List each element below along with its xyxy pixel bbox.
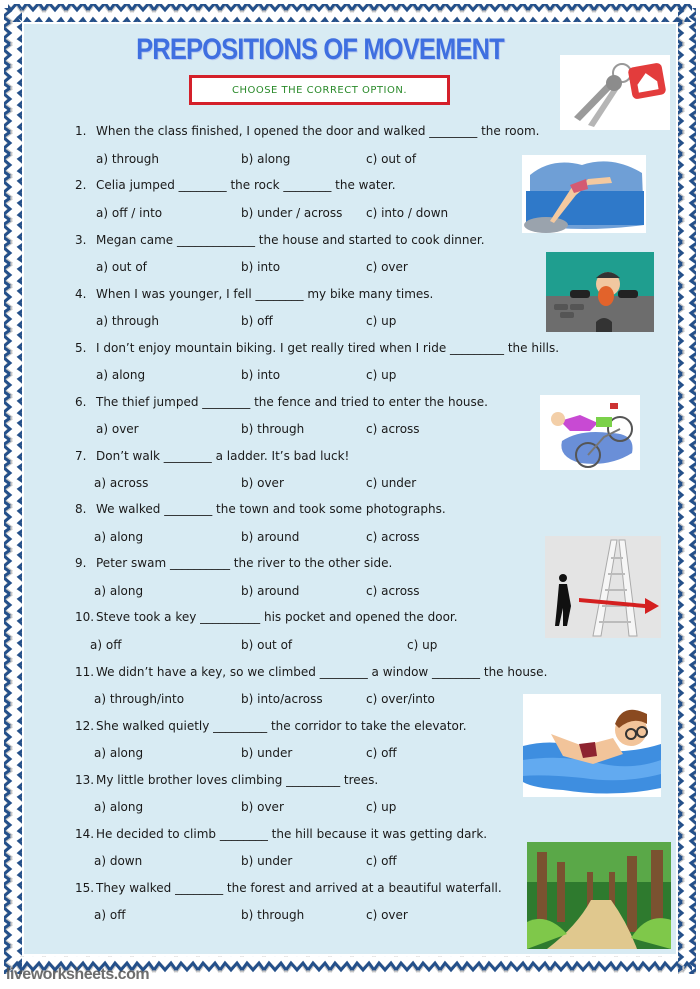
keys-illustration — [560, 55, 670, 130]
question-number: 15. — [75, 881, 95, 895]
question-number: 7. — [75, 449, 87, 463]
question-text: She walked quietly _________ the corridor to take the elevator. — [96, 719, 467, 733]
option-c[interactable]: c) into / down — [366, 206, 449, 220]
option-c[interactable]: c) off — [366, 854, 397, 868]
question-text: I don’t enjoy mountain biking. I get really tired when I ride _________ the hills. — [96, 341, 560, 355]
option-b[interactable]: b) over — [241, 800, 284, 814]
option-a[interactable]: a) along — [94, 746, 144, 760]
ladder-illustration — [545, 536, 661, 638]
option-a[interactable]: a) down — [94, 854, 143, 868]
question-number: 1. — [75, 124, 87, 138]
option-b[interactable]: b) around — [241, 584, 300, 598]
question-number: 10. — [75, 610, 95, 624]
option-b[interactable]: b) around — [241, 530, 300, 544]
question-text: We walked ________ the town and took some photographs. — [96, 502, 446, 516]
option-a[interactable]: a) along — [94, 800, 144, 814]
forest-path-icon — [527, 842, 671, 949]
falling-cyclist-icon — [540, 395, 640, 470]
option-a[interactable]: a) off — [94, 908, 126, 922]
option-a[interactable]: a) off / into — [96, 206, 163, 220]
bike-fall-illustration — [540, 395, 640, 470]
option-a[interactable]: a) through/into — [94, 692, 185, 706]
option-a[interactable]: a) off — [90, 638, 122, 652]
option-b[interactable]: b) under / across — [241, 206, 343, 220]
option-c[interactable]: c) up — [366, 368, 397, 382]
option-c[interactable]: c) under — [366, 476, 417, 490]
option-b[interactable]: b) under — [241, 854, 293, 868]
question-number: 3. — [75, 233, 87, 247]
option-c[interactable]: c) across — [366, 530, 420, 544]
option-b[interactable]: b) into — [241, 368, 281, 382]
option-a[interactable]: a) over — [96, 422, 139, 436]
site-watermark: liveworksheets.com — [6, 966, 150, 983]
question-text: Megan came _____________ the house and started to cook dinner. — [96, 233, 485, 247]
option-b[interactable]: b) through — [241, 908, 305, 922]
option-b[interactable]: b) into — [241, 260, 281, 274]
option-a[interactable]: a) across — [94, 476, 149, 490]
option-c[interactable]: c) over — [366, 260, 408, 274]
question-number: 9. — [75, 556, 87, 570]
question-number: 12. — [75, 719, 95, 733]
option-c[interactable]: c) over — [366, 908, 408, 922]
option-b[interactable]: b) off — [241, 314, 273, 328]
option-b[interactable]: b) into/across — [241, 692, 323, 706]
option-a[interactable]: a) along — [96, 368, 146, 382]
option-b[interactable]: b) out of — [241, 638, 293, 652]
option-a[interactable]: a) through — [96, 314, 159, 328]
option-a[interactable]: a) through — [96, 152, 159, 166]
option-c[interactable]: c) off — [366, 746, 397, 760]
option-c[interactable]: c) up — [407, 638, 438, 652]
question-text: He decided to climb ________ the hill because it was getting dark. — [96, 827, 488, 841]
option-c[interactable]: c) up — [366, 314, 397, 328]
question-text: My little brother loves climbing _________ trees. — [96, 773, 379, 787]
question-number: 8. — [75, 502, 87, 516]
instruction-text: CHOOSE THE CORRECT OPTION. — [231, 84, 408, 96]
question-number: 4. — [75, 287, 87, 301]
instruction-box — [189, 75, 450, 105]
question-text: When the class finished, I opened the door and walked ________ the room. — [96, 124, 540, 138]
option-c[interactable]: c) over/into — [366, 692, 435, 706]
swimming-boy-icon — [523, 694, 661, 797]
question-number: 5. — [75, 341, 87, 355]
option-b[interactable]: b) under — [241, 746, 293, 760]
question-text: Celia jumped ________ the rock ________ the water. — [96, 178, 396, 192]
question-text: The thief jumped ________ the fence and tried to enter the house. — [96, 395, 488, 409]
swimmer-illustration — [523, 694, 661, 797]
option-c[interactable]: c) across — [366, 584, 420, 598]
option-c[interactable]: c) across — [366, 422, 420, 436]
ladder-walker-icon — [545, 536, 661, 638]
option-b[interactable]: b) through — [241, 422, 305, 436]
question-number: 13. — [75, 773, 95, 787]
question-text: We didn’t have a key, so we climbed ________ a window ________ the house. — [96, 665, 548, 679]
option-a[interactable]: a) along — [94, 584, 144, 598]
option-a[interactable]: a) out of — [96, 260, 147, 274]
question-number: 2. — [75, 178, 87, 192]
question-number: 11. — [75, 665, 95, 679]
peeking-man-icon — [546, 252, 654, 332]
option-c[interactable]: c) out of — [366, 152, 417, 166]
option-c[interactable]: c) up — [366, 800, 397, 814]
page-title: PREPOSITIONS OF MOVEMENT — [136, 33, 504, 66]
keys-icon — [560, 55, 670, 130]
question-number: 14. — [75, 827, 95, 841]
option-a[interactable]: a) along — [94, 530, 144, 544]
option-b[interactable]: b) along — [241, 152, 291, 166]
forest-illustration — [527, 842, 671, 949]
question-text: Steve took a key __________ his pocket and opened the door. — [96, 610, 458, 624]
question-number: 6. — [75, 395, 87, 409]
question-text: Peter swam __________ the river to the other side. — [96, 556, 393, 570]
diving-illustration — [522, 155, 646, 233]
diver-icon — [522, 155, 646, 233]
question-text: They walked ________ the forest and arrived at a beautiful waterfall. — [96, 881, 502, 895]
wall-peek-illustration — [546, 252, 654, 332]
question-text: When I was younger, I fell ________ my bike many times. — [96, 287, 434, 301]
option-b[interactable]: b) over — [241, 476, 284, 490]
question-text: Don’t walk ________ a ladder. It’s bad luck! — [96, 449, 350, 463]
